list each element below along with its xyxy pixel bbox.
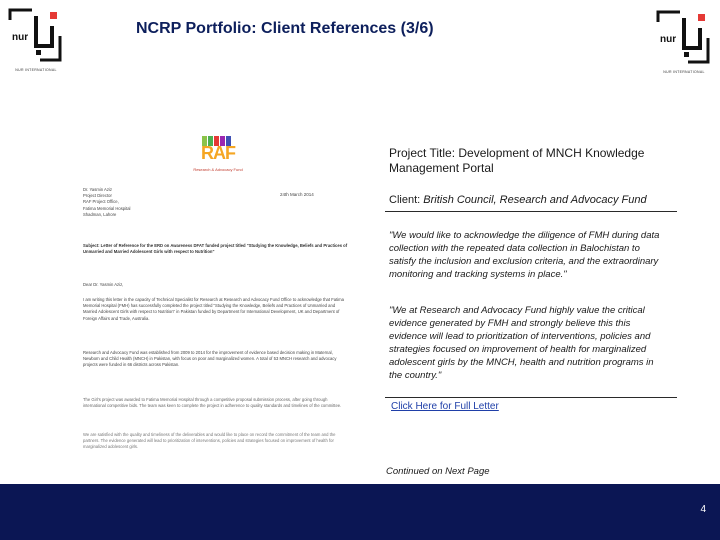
- reference-letter-image[interactable]: [80, 125, 350, 455]
- letter-salutation: Dear Dr. Yasmin Aziz,: [83, 282, 124, 287]
- raf-logo-text: RAF: [201, 143, 235, 163]
- address-line: Shadman, Lahore: [83, 211, 117, 217]
- testimonial-quote: "We would like to acknowledge the diligence of FMH during data collection with the repeated data collection in Balochistan to satisfy the inclusion and exclusion criteria, and the extraordinary monitoring and tracking systems in place.": [389, 230, 660, 280]
- testimonial-quote: "We at Research and Advocacy Fund highly value the critical evidence generated by FMH and strongly believe this this evidence will lead to prioritization of interventions, policies and strategies focused on improvement of health for marginalized adolescent girls by the MNCH, health and nutrition programs in the country.": [389, 305, 654, 381]
- project-title: Project Title: Development of MNCH Knowledge Management Portal: [389, 146, 645, 175]
- footer-bar: [0, 484, 720, 540]
- raf-logo-subtitle: Research & Advocacy Fund: [193, 167, 243, 172]
- full-letter-link[interactable]: Click Here for Full Letter: [391, 401, 499, 412]
- logo-text: nur: [12, 32, 29, 43]
- letter-paragraph: I am writing this letter in the capacity of Technical Specialist for Research at Research and Advocacy Fund Office to acknowledge that Fatima Memorial Hospital (FMH) has successfully completed the project titled "Studying the Knowledge, Beliefs and Practices of Unmarried and Married Adolescent Girls with respect to Nutrition" in Pakistan funded by Department for International Development, UK and Department of Foreign Affairs and Trade, Australia.: [83, 297, 344, 321]
- page-number: 4: [700, 504, 706, 515]
- continued-note: Continued on Next Page: [386, 466, 490, 477]
- raf-logo: [188, 133, 248, 177]
- address-line: Dr. Yasmin Aziz: [83, 187, 112, 192]
- client-value: British Council, Research and Advocacy Fund: [423, 194, 647, 206]
- letter-paragraph: We are satisfied with the quality and timeliness of the deliverables and would like to place on record the commitment of the team and the partners. The evidence generated will lead to prioritization of interventions, policies and strategies focused on improvement of health for marginalized adolescent girls.: [83, 432, 336, 450]
- address-line: Fatima Memorial Hospital: [83, 205, 131, 211]
- letter-paragraph: The Girl's project was awarded to Fatima Memorial Hospital through a competitive proposal submission process, after going through international competitive bids. The team was keen to complete the project in adherence to quality standards and timelines of the committee.: [83, 397, 342, 409]
- logo-tagline: NUR INTERNATIONAL: [663, 70, 705, 74]
- letter-address: [83, 187, 203, 218]
- client-line: [389, 194, 679, 206]
- brand-logo-left: [6, 6, 66, 72]
- brand-logo-right: [654, 8, 714, 74]
- divider: [385, 397, 677, 398]
- page-title: NCRP Portfolio: Client References (3/6): [136, 20, 434, 37]
- letter-date: 24th March 2014: [280, 192, 314, 197]
- address-line: RAF Project Office,: [83, 199, 119, 205]
- client-label: Client:: [389, 194, 421, 206]
- logo-tagline: NUR INTERNATIONAL: [15, 68, 57, 72]
- address-line: Project Director: [83, 193, 112, 199]
- divider: [385, 211, 677, 212]
- logo-text: nur: [660, 34, 677, 45]
- letter-paragraph: Research and Advocacy Fund was established from 2009 to 2014 for the improvement of evidence based decision making in Maternal, Newborn and Child Health (MNCH) in Pakistan, with focus on poor and marginalized women. A total of 53 MNCH research and advocacy projects were funded in 66 districts across Pakistan.: [83, 350, 337, 368]
- letter-subject: Subject: Letter of Reference for the ERD on Awareness DFAT funded project titled "Studying the Knowledge, Beliefs and Practices of Unmarried and Married Adolescent Girls with respect to Nutrition": [83, 243, 348, 255]
